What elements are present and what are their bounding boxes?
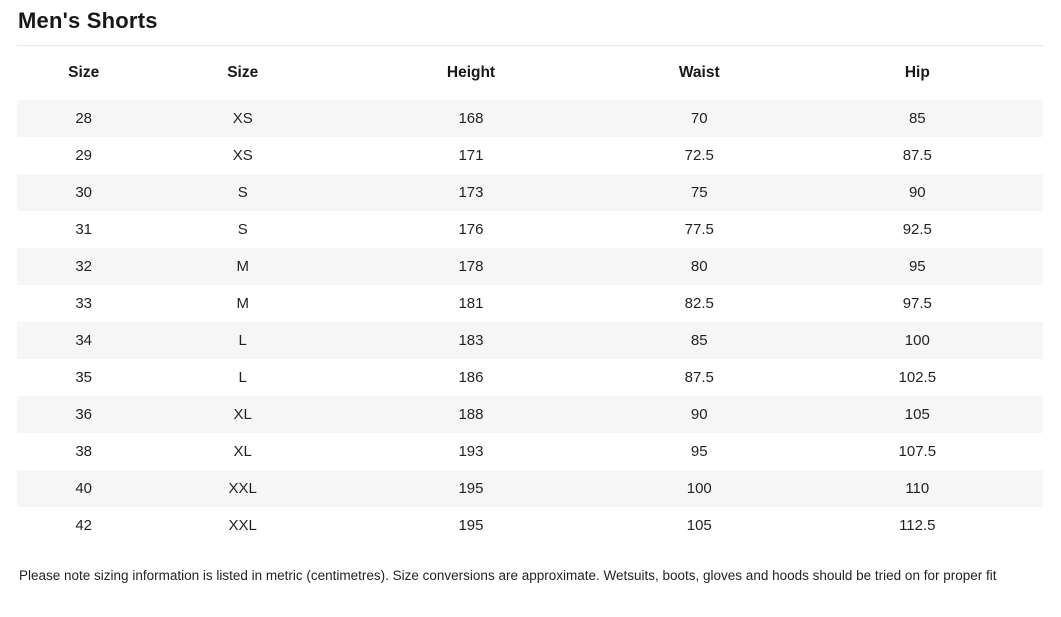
table-cell: 75 [690, 184, 708, 201]
table-cell: 100 [904, 332, 930, 349]
table-cell: 42 [75, 517, 93, 534]
table-cell: L [238, 369, 247, 386]
table-cell: 105 [904, 406, 930, 423]
table-cell: 28 [75, 110, 93, 127]
size-chart-panel [17, 8, 1043, 544]
table-cell: 35 [75, 369, 93, 386]
table-cell: 82.5 [684, 295, 714, 312]
table-cell: 95 [690, 443, 708, 460]
table-row [17, 470, 1043, 507]
table-row [17, 137, 1043, 174]
table-row [17, 507, 1043, 544]
table-cell: M [236, 258, 249, 275]
table-cell: 102.5 [898, 369, 937, 386]
table-cell: 80 [690, 258, 708, 275]
table-header [17, 46, 1043, 100]
table-cell: 100 [686, 480, 712, 497]
table-cell: 85 [908, 110, 926, 127]
table-cell: 38 [75, 443, 93, 460]
table-cell: 188 [458, 406, 484, 423]
table-cell: XS [232, 110, 253, 127]
table-body [17, 100, 1043, 544]
table-header-row [17, 46, 1043, 100]
table-cell: 171 [458, 147, 484, 164]
table-cell: 195 [458, 517, 484, 534]
table-cell: 178 [458, 258, 484, 275]
size-table [17, 46, 1043, 544]
table-cell: 181 [458, 295, 484, 312]
table-cell: 105 [686, 517, 712, 534]
table-cell: S [237, 221, 248, 238]
table-cell: XXL [228, 480, 257, 497]
table-cell: 195 [458, 480, 484, 497]
table-cell: 87.5 [684, 369, 714, 386]
table-cell: XXL [228, 517, 257, 534]
column-header: Size [227, 64, 259, 81]
page-title: Men's Shorts [18, 8, 158, 33]
table-cell: 33 [75, 295, 93, 312]
table-cell: 70 [690, 110, 708, 127]
table-cell: 183 [458, 332, 484, 349]
table-cell: M [236, 295, 249, 312]
table-cell: 90 [690, 406, 708, 423]
table-cell: XS [232, 147, 253, 164]
table-cell: 29 [75, 147, 93, 164]
table-row [17, 396, 1043, 433]
table-cell: 112.5 [899, 517, 936, 534]
table-cell: 97.5 [902, 295, 932, 312]
table-cell: 40 [75, 480, 93, 497]
table-row [17, 359, 1043, 396]
table-row [17, 322, 1043, 359]
table-row [17, 433, 1043, 470]
table-cell: 168 [458, 110, 484, 127]
column-header: Waist [678, 64, 720, 81]
table-cell: 186 [458, 369, 484, 386]
table-cell: 34 [75, 332, 93, 349]
table-cell: S [237, 184, 248, 201]
table-cell: 87.5 [902, 147, 932, 164]
table-cell: 107.5 [898, 443, 937, 460]
table-cell: 92.5 [902, 221, 932, 238]
table-cell: 85 [690, 332, 708, 349]
table-cell: 110 [905, 480, 930, 497]
table-cell: 31 [75, 221, 93, 238]
table-cell: XL [233, 406, 252, 423]
table-cell: 173 [458, 184, 484, 201]
column-header: Height [446, 64, 496, 81]
table-cell: 72.5 [684, 147, 714, 164]
table-row [17, 248, 1043, 285]
table-cell: 32 [75, 258, 93, 275]
table-cell: 193 [458, 443, 484, 460]
table-cell: 90 [908, 184, 926, 201]
table-cell: L [238, 332, 247, 349]
column-header: Hip [904, 64, 930, 81]
table-row [17, 285, 1043, 322]
table-row [17, 174, 1043, 211]
sizing-note: Please note sizing information is listed in metric (centimetres). Size conversions are approximate. Wetsuits, boots, gloves and hoods should be tried on for proper fit [19, 568, 997, 583]
table-cell: XL [233, 443, 252, 460]
column-header: Size [68, 64, 100, 81]
table-row [17, 100, 1043, 137]
table-cell: 30 [75, 184, 93, 201]
table-cell: 95 [908, 258, 926, 275]
table-row [17, 211, 1043, 248]
table-cell: 176 [458, 221, 484, 238]
table-cell: 77.5 [684, 221, 714, 238]
table-cell: 36 [75, 406, 93, 423]
